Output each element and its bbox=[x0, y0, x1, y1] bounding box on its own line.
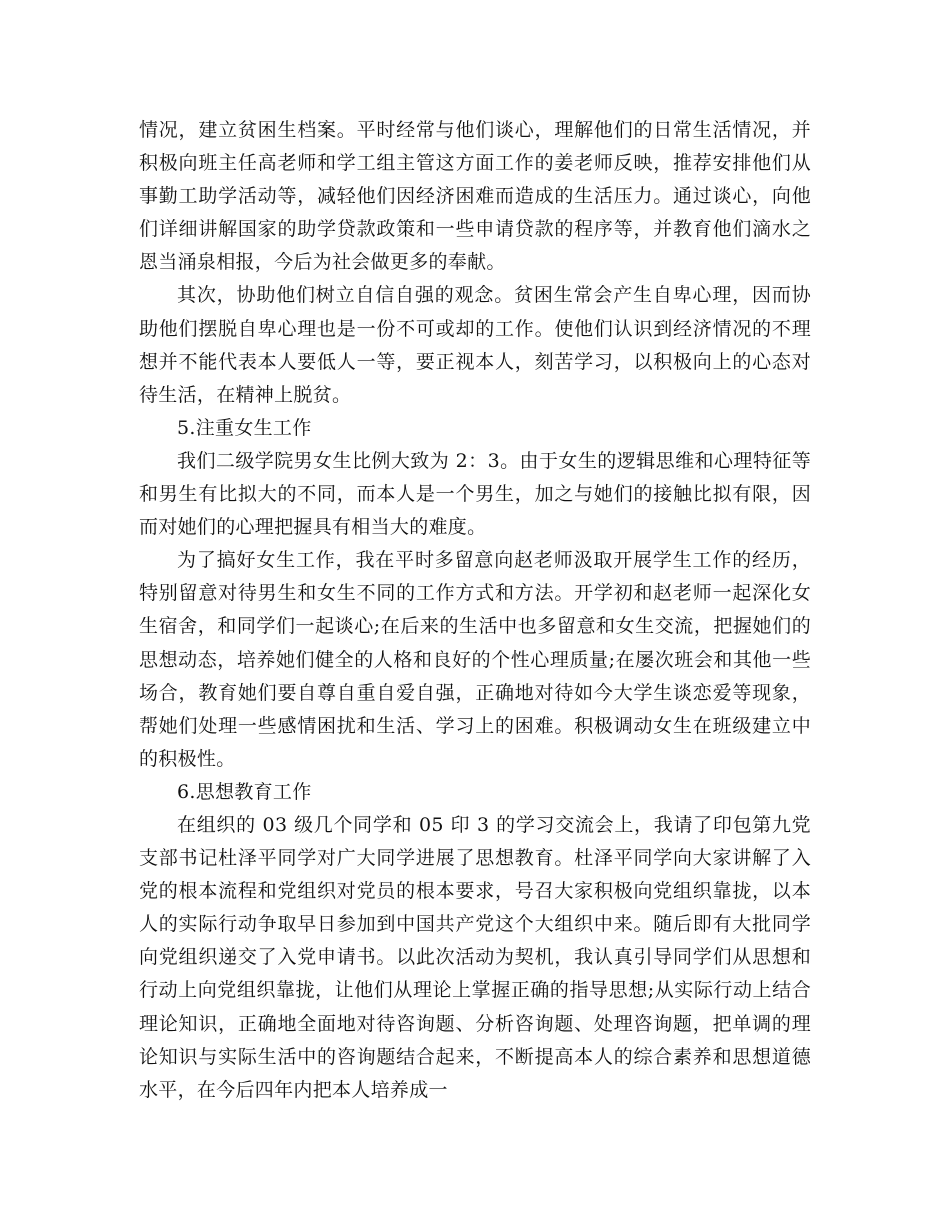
paragraph-gender-ratio: 我们二级学院男女生比例大致为 2：3。由于女生的逻辑思维和心理特征等和男生有比拟大的不同，而本人是一个男生，加之与她们的接触比拟有限，因而对她们的心理把握具有相当大的难度。 bbox=[139, 449, 811, 539]
paragraph-poor-students-archive: 情况，建立贫困生档案。平时经常与他们谈心，理解他们的日常生活情况，并积极向班主任高老师和学工组主管这方面工作的姜老师反映，推荐安排他们从事勤工助学活动等，减轻他们因经济困难而造成的生活压力。通过谈心，向他们详细讲解国家的助学贷款政策和一些申请贷款的程序等，并教育他们滴水之恩当涌泉相报，今后为社会做更多的奉献。 bbox=[139, 119, 811, 274]
document-body bbox=[139, 114, 811, 1107]
section-heading-female-students: 5.注重女生工作 bbox=[177, 416, 312, 439]
paragraph-study-exchange-meeting: 在组织的 03 级几个同学和 05 印 3 的学习交流会上，我请了印包第九党支部书记杜泽平同学对广大同学进展了思想教育。杜泽平同学向大家讲解了入党的根本流程和党组织对党员的根本要求，号召大家积极向党组织靠拢，以本人的实际行动争取早日参加到中国共产党这个大组织中来。随后即有大批同学向党组织递交了入党申请书。以此次活动为契机，我认真引导同学们从思想和行动上向党组织靠拢，让他们从理论上掌握正确的指导思想;从实际行动上结合理论知识，正确地全面地对待咨询题、分析咨询题、处理咨询题，把单调的理论知识与实际生活中的咨询题结合起来，不断提高本人的综合素养和思想道德水平，在今后四年内把本人培养成一 bbox=[139, 813, 811, 1101]
paragraph-female-work-methods: 为了搞好女生工作，我在平时多留意向赵老师汲取开展学生工作的经历，特别留意对待男生和女生不同的工作方式和方法。开学初和赵老师一起深化女生宿舍，和同学们一起谈心;在后来的生活中也多留意和女生交流，把握她们的思想动态，培养她们健全的人格和良好的个性心理质量;在屡次班会和其他一些场合，教育她们要自尊自重自爱自强，正确地对待如今大学生谈恋爱等现象，帮她们处理一些感情困扰和生活、学习上的困难。积极调动女生在班级建立中的积极性。 bbox=[139, 549, 811, 770]
section-heading-ideological-education: 6.思想教育工作 bbox=[177, 780, 312, 803]
paragraph-self-confidence: 其次，协助他们树立自信自强的观念。贫困生常会产生自卑心理，因而协助他们摆脱自卑心理也是一份不可或却的工作。使他们认识到经济情况的不理想并不能代表本人要低人一等，要正视本人，刻苦学习，以积极向上的心态对待生活，在精神上脱贫。 bbox=[139, 284, 811, 406]
